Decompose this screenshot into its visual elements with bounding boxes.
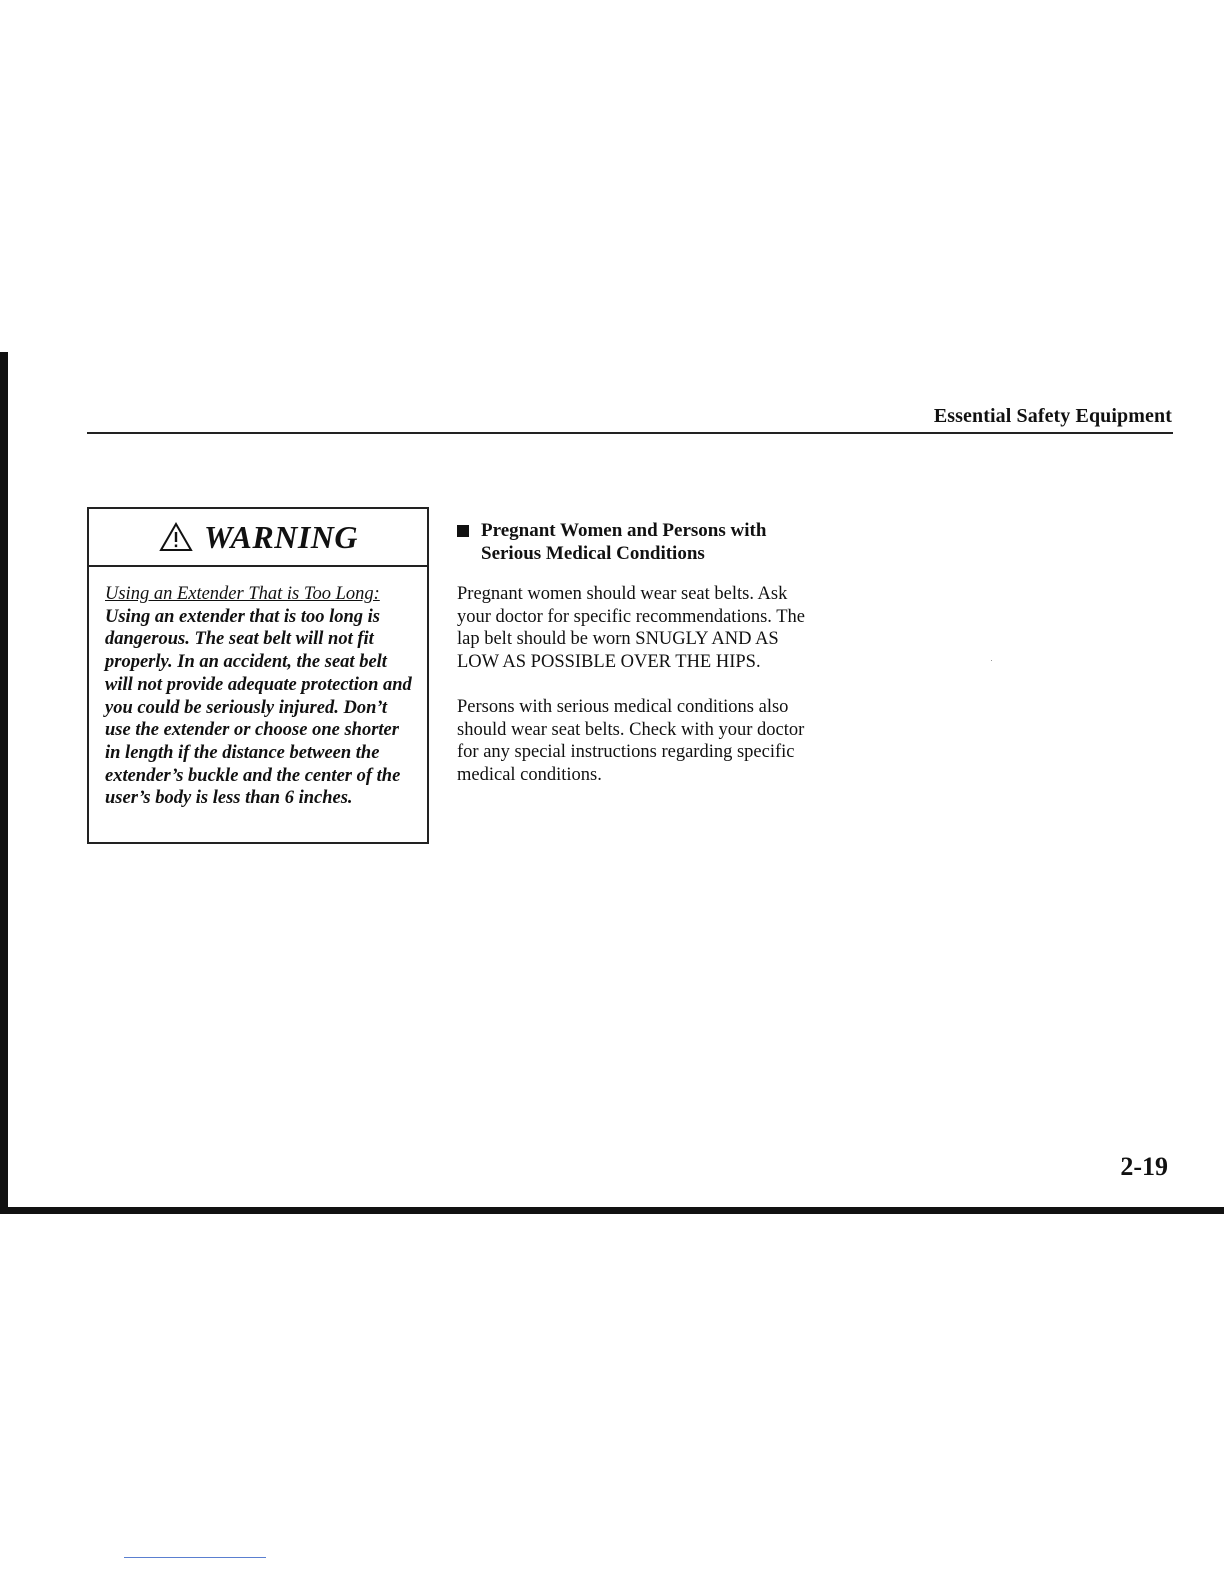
warning-box <box>87 507 429 844</box>
section-heading-row <box>457 520 817 565</box>
content-column <box>457 520 817 787</box>
warning-body <box>89 567 427 810</box>
bottom-rule <box>0 1207 1224 1214</box>
section-title: Essential Safety Equipment <box>933 405 1172 427</box>
page-edge-bar <box>0 352 8 1214</box>
header-rule <box>87 432 1173 434</box>
warning-text: Using an extender that is too long is dangerous. The seat belt will not fit properly. In an accident, the seat belt will not provide adequate protection and you could be seriously injured. Don’t use the extender or choose one shorter in length if the distance between the extender’s buckle and the center of the user’s body is less than 6 inches. <box>105 606 412 809</box>
square-bullet-icon <box>457 525 469 537</box>
paragraph-medical-conditions: Persons with serious medical conditions also should wear seat belts. Check with your doctor for any special instructions regarding specific medical conditions. <box>457 696 805 785</box>
warning-title: WARNING <box>203 518 359 555</box>
paragraph-pregnant-women: Pregnant women should wear seat belts. Ask your doctor for specific recommendations. The lap belt should be worn SNUGLY AND AS LOW AS POSSIBLE OVER THE HIPS. <box>457 584 805 673</box>
scan-speck <box>991 660 992 661</box>
warning-subtitle: Using an Extender That is Too Long: <box>105 584 380 604</box>
footer-link-rule <box>124 1557 266 1558</box>
warning-triangle-icon <box>158 521 194 553</box>
section-heading: Pregnant Women and Persons with Serious Medical Conditions <box>481 520 767 564</box>
warning-header <box>89 509 427 567</box>
page-number: 2-19 <box>1120 1152 1168 1181</box>
